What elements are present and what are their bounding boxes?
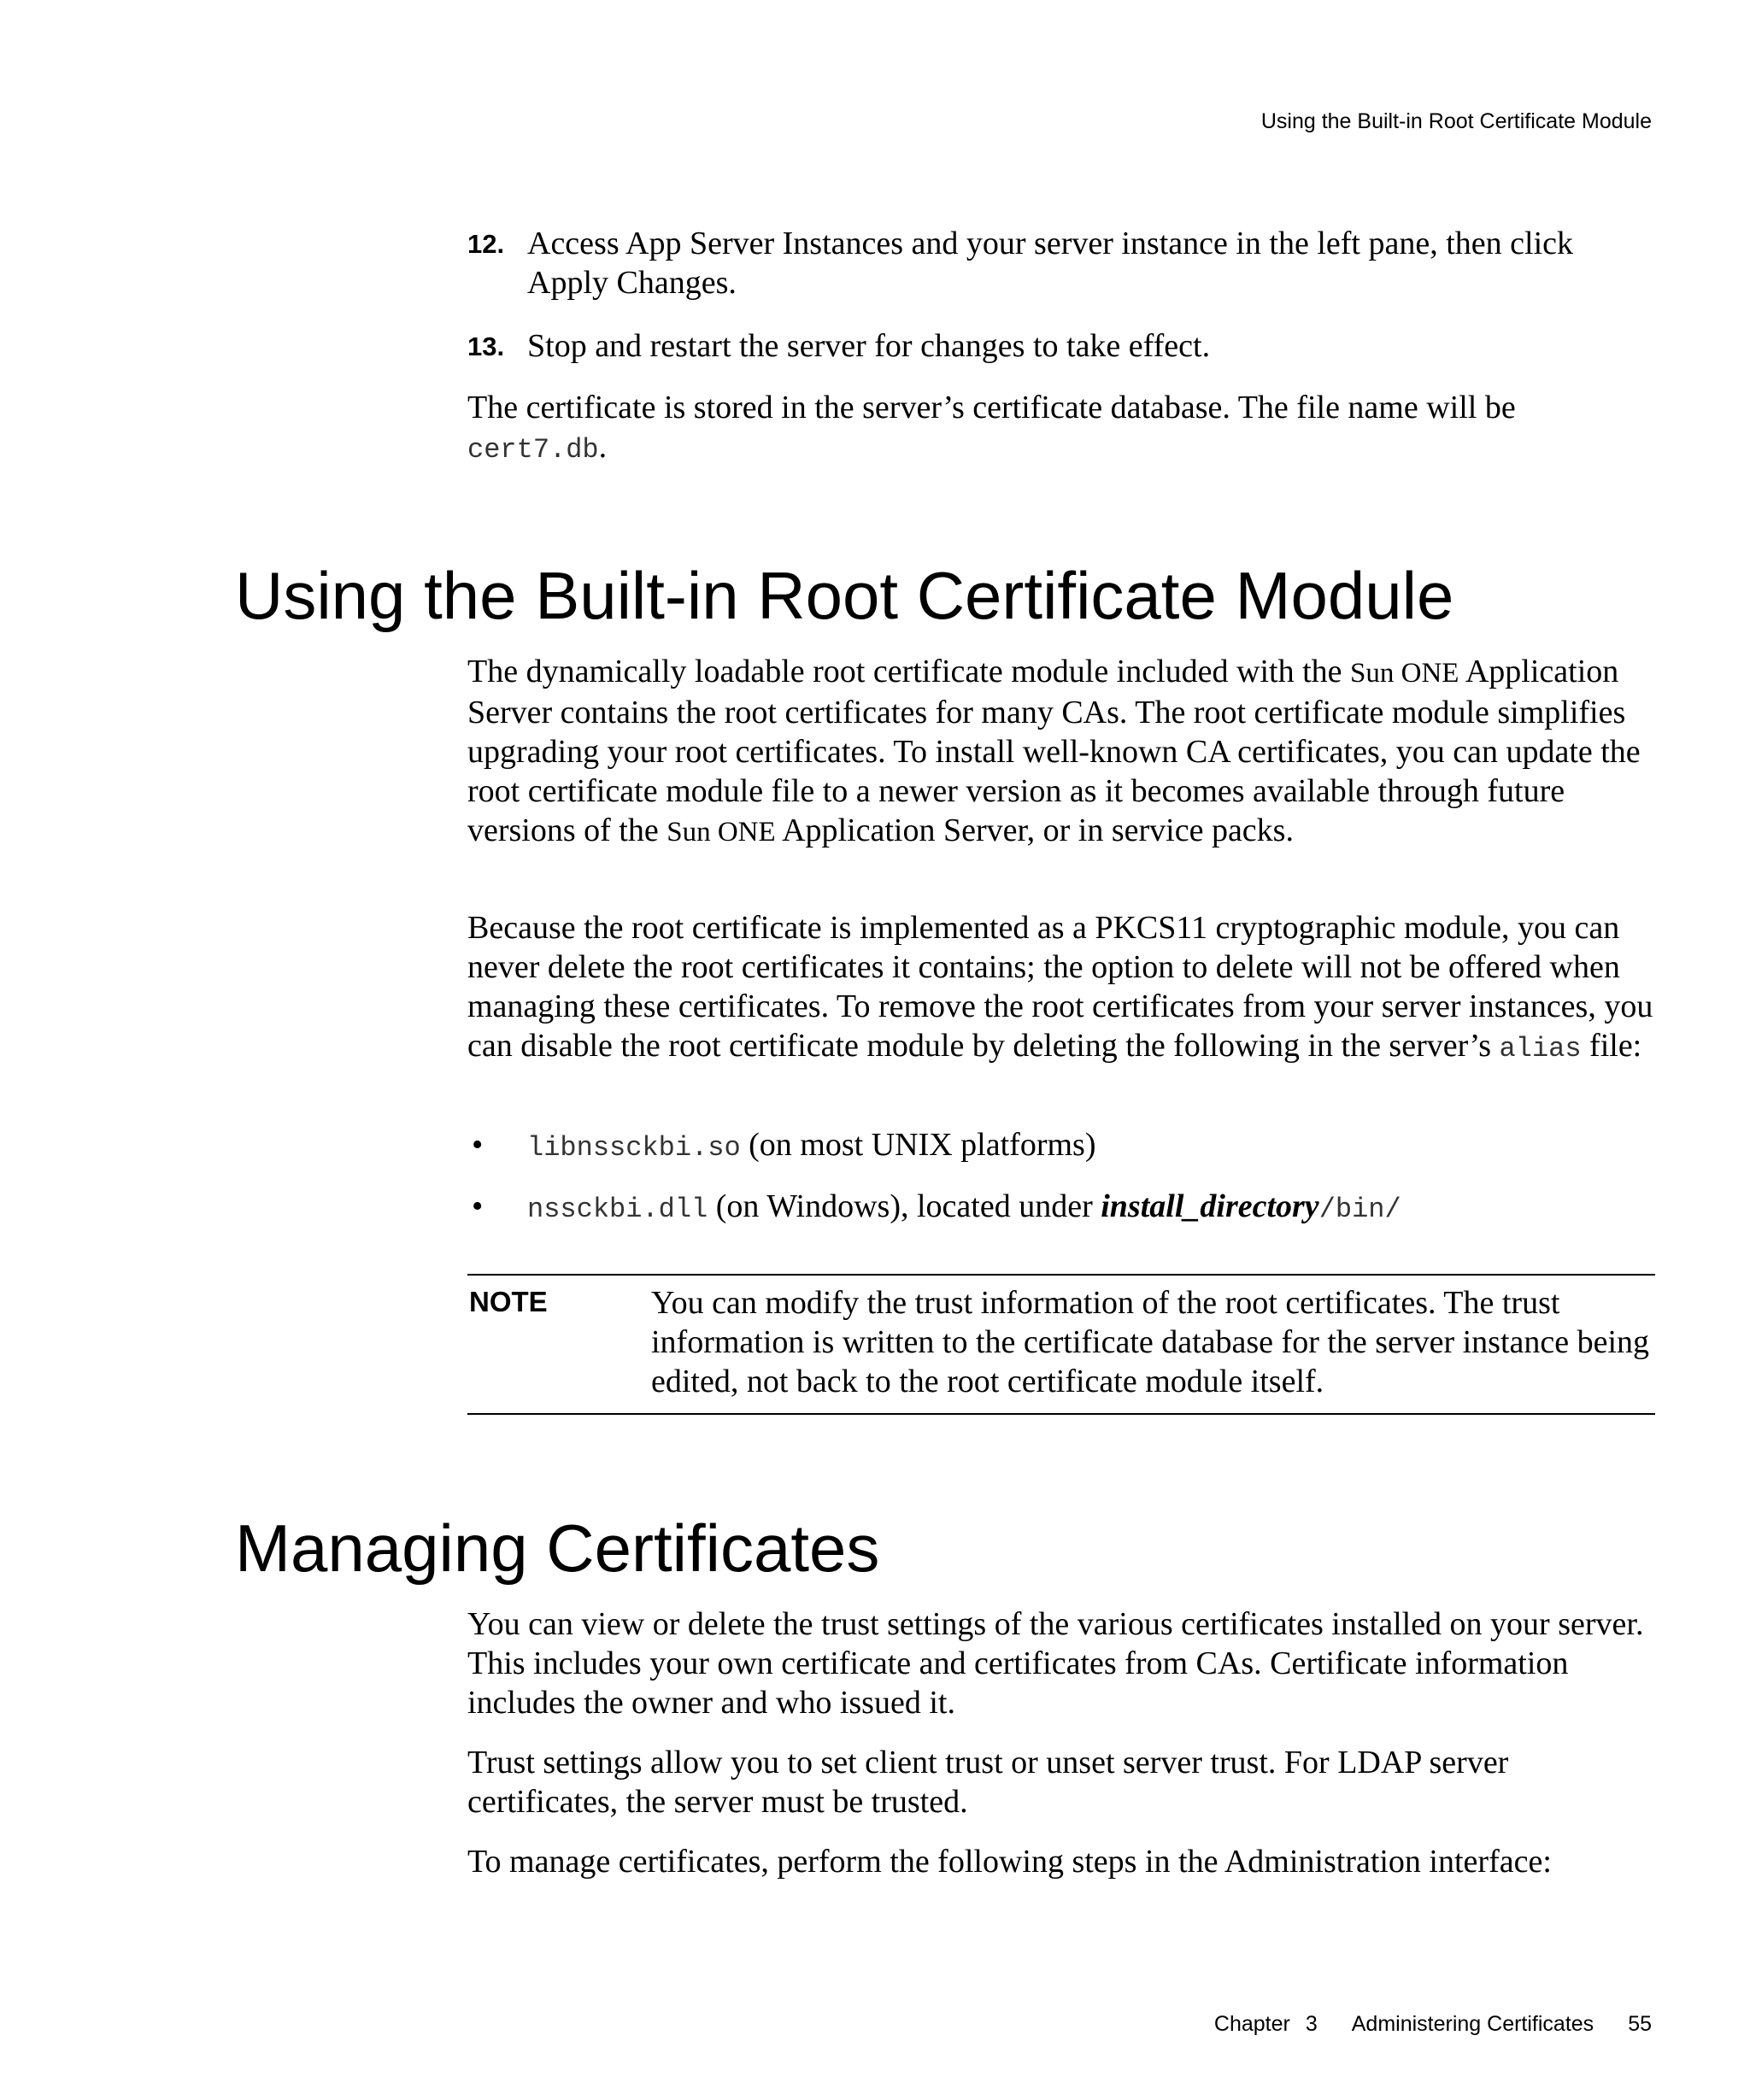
step-text: Stop and restart the server for changes to take effect. [527, 328, 1211, 364]
section-heading-root-cert: Using the Built-in Root Certificate Module [235, 558, 1454, 633]
code-filename: libnssckbi.so [527, 1132, 741, 1164]
text-run: (on Windows), located under [708, 1188, 1101, 1224]
managing-paragraph-2: Trust settings allow you to set client trust or unset server trust. For LDAP server certificates, the server must be trusted. [467, 1745, 1509, 1820]
bullet-icon: • [472, 1188, 484, 1224]
code-path: /bin/ [1318, 1194, 1401, 1225]
note-label: NOTE [469, 1286, 548, 1317]
step-number: 12. [467, 229, 505, 259]
cert-filename: cert7.db [467, 434, 599, 466]
running-head: Using the Built-in Root Certificate Module [1260, 109, 1652, 133]
footer-chapter-title: Administering Certificates [1351, 2012, 1594, 2036]
list-item [467, 1187, 1655, 1229]
section-heading-managing-certs: Managing Certificates [235, 1510, 880, 1586]
code-filename: nssckbi.dll [527, 1194, 708, 1225]
brand-name: Sun ONE [1350, 658, 1459, 689]
cert-stored-text: The certificate is stored in the server’s certificate database. The file name will be [467, 390, 1516, 425]
footer-page-number: 55 [1628, 2012, 1652, 2036]
cert-stored-paragraph [467, 388, 1655, 470]
list-item [467, 1125, 1655, 1168]
root-cert-paragraph-2 [467, 908, 1655, 1069]
period: . [598, 429, 608, 465]
brand-name: Sun ONE [667, 817, 776, 848]
text-run: Application Server contains the root certificates for many CAs. The root certificate module simplifies upgrading your root certificates. To install well-known CA certificates, you can update the root certificate module file to a newer version as it becomes available through future versions of the [467, 654, 1641, 848]
managing-paragraph-1: You can view or delete the trust settings of the various certificates installed on your server. This includes your own certificate and certificates from CAs. Certificate information includes the owner and who issued it. [467, 1606, 1644, 1721]
text-run: Application Server, or in service packs. [775, 812, 1294, 848]
page-footer [1187, 1987, 1652, 2037]
footer-chapter-number: 3 [1305, 2012, 1318, 2036]
managing-paragraph-3: To manage certificates, perform the following steps in the Administration interface: [467, 1844, 1552, 1880]
step-text: Access App Server Instances and your server instance in the left pane, then click Apply Changes. [527, 226, 1573, 301]
step-12 [467, 224, 1655, 302]
note-text: You can modify the trust information of the root certificates. The trust information is written to the certificate database for the server instance being edited, not back to the root certificate module itself. [651, 1285, 1650, 1399]
text-run: The dynamically loadable root certificate module included with the [467, 654, 1351, 689]
code-alias: alias [1499, 1033, 1582, 1065]
step-number: 13. [467, 331, 505, 361]
note-box [467, 1274, 1655, 1415]
bullet-icon: • [472, 1127, 484, 1163]
step-13 [467, 326, 1655, 366]
text-run: file: [1581, 1028, 1642, 1064]
text-run: Because the root certificate is implemented as a PKCS11 cryptographic module, you can never delete the root certificates it contains; the option to delete will not be offered when managing these certificates. To remove the root certificates from your server instances, you can disable the root certificate module by deleting the following in the server’s [467, 910, 1653, 1064]
root-cert-paragraph-1 [467, 652, 1655, 852]
install-directory-var: install_directory [1101, 1188, 1319, 1224]
text-run: (on most UNIX platforms) [740, 1127, 1096, 1163]
footer-chapter-label: Chapter [1213, 2012, 1290, 2036]
